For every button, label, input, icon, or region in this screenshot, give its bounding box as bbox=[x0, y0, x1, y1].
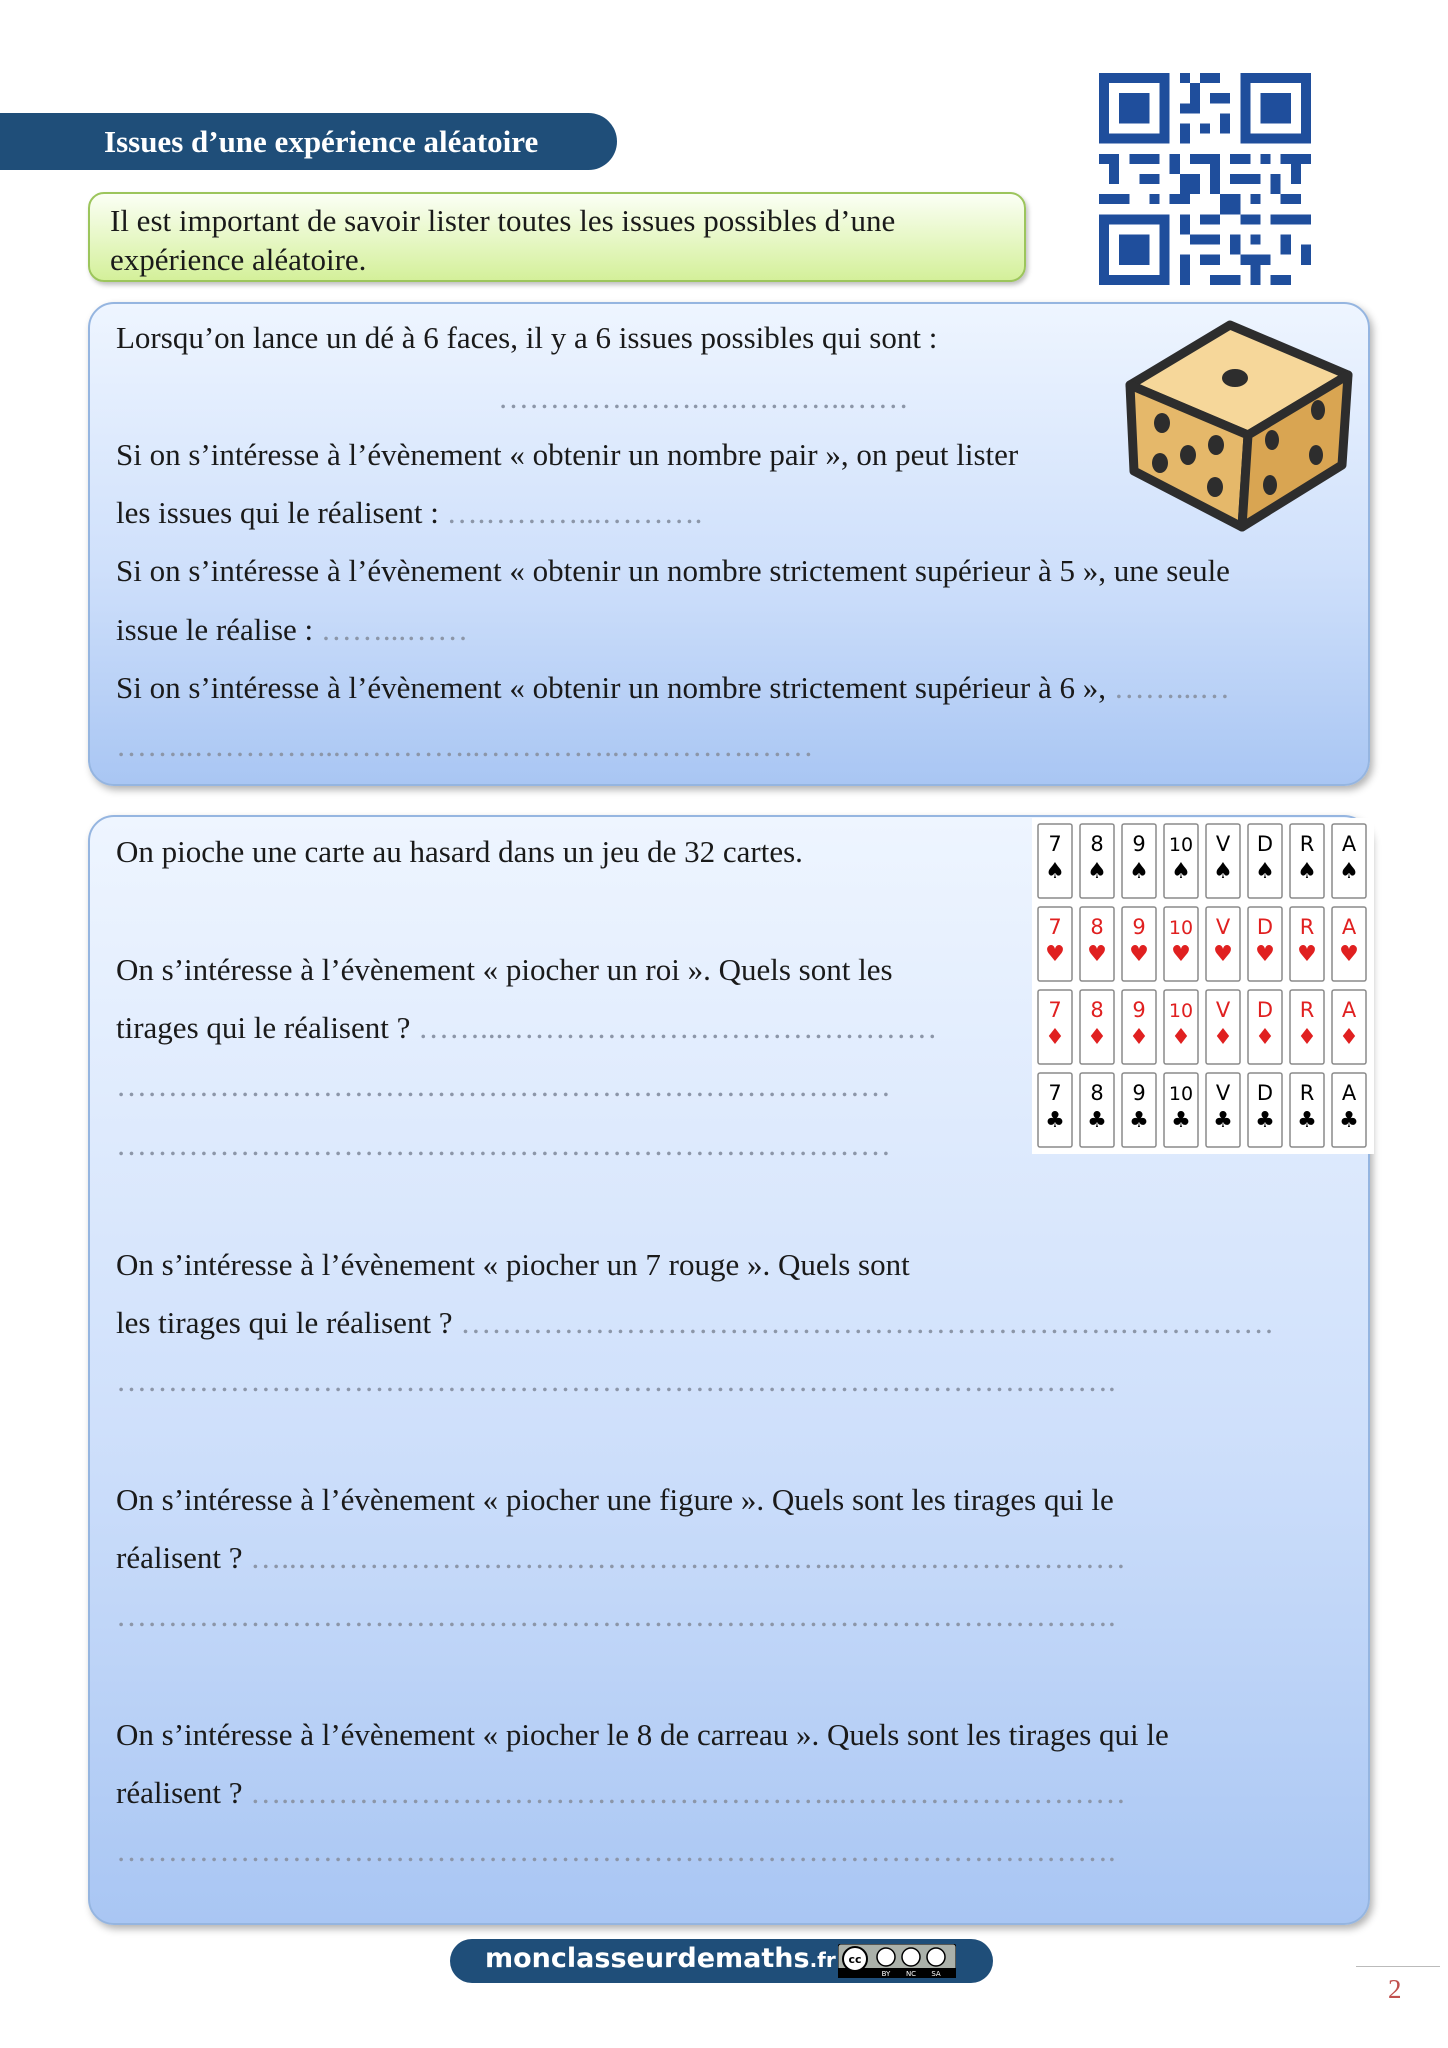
question-3-blank-2[interactable]: ……………………………………………………………………………………. bbox=[116, 1598, 1116, 1633]
dice-line-7 bbox=[116, 670, 1230, 706]
card-suit-icon: ♦ bbox=[1297, 1025, 1317, 1050]
intro-line-2: expérience aléatoire. bbox=[110, 242, 367, 277]
dice-line-7-text: Si on s’intéresse à l’évènement « obtenir un nombre strictement supérieur à 6 », bbox=[116, 670, 1106, 705]
playing-card bbox=[1247, 1072, 1283, 1148]
card-rank: 7 bbox=[1048, 1081, 1062, 1105]
playing-card bbox=[1079, 989, 1115, 1065]
svg-text:cc: cc bbox=[848, 1953, 862, 1966]
card-rank: 10 bbox=[1168, 917, 1194, 939]
card-rank: A bbox=[1341, 832, 1357, 856]
card-suit-icon: ♥ bbox=[1129, 942, 1149, 967]
card-suit-icon: ♣ bbox=[1255, 1108, 1275, 1133]
card-suit-icon: ♦ bbox=[1129, 1025, 1149, 1050]
playing-card bbox=[1079, 823, 1115, 899]
card-suit-icon: ♦ bbox=[1213, 1025, 1233, 1050]
card-rank: A bbox=[1341, 1081, 1357, 1105]
card-rank: V bbox=[1215, 1081, 1231, 1105]
card-suit-icon: ♠ bbox=[1213, 859, 1233, 884]
card-suit-icon: ♠ bbox=[1129, 859, 1149, 884]
question-4-blank-2[interactable]: ……………………………………………………………………………………. bbox=[116, 1833, 1116, 1868]
playing-card bbox=[1331, 906, 1367, 982]
question-3-line-2-text: réalisent ? bbox=[116, 1540, 243, 1575]
playing-card bbox=[1079, 1072, 1115, 1148]
question-1-blank-1[interactable]: ……...…………………………………… bbox=[418, 1010, 938, 1045]
playing-card bbox=[1289, 823, 1325, 899]
question-2-blank-1[interactable]: ……………………………………………………….…………… bbox=[460, 1305, 1275, 1340]
card-rank: V bbox=[1215, 998, 1231, 1022]
intro-line-1: Il est important de savoir lister toutes les issues possibles d’une bbox=[110, 203, 896, 238]
card-suit-icon: ♦ bbox=[1255, 1025, 1275, 1050]
question-4-blank-1[interactable]: …..……………………………………………...……………………… bbox=[250, 1775, 1127, 1810]
card-rank: R bbox=[1299, 998, 1315, 1022]
card-rank: 10 bbox=[1168, 1083, 1194, 1105]
page-number-rule bbox=[1356, 1966, 1440, 1967]
playing-card bbox=[1163, 989, 1199, 1065]
card-suit-icon: ♠ bbox=[1171, 859, 1191, 884]
footer-site-tld: .fr bbox=[809, 1948, 836, 1972]
card-rank: D bbox=[1256, 1081, 1274, 1105]
card-rank: 8 bbox=[1090, 915, 1104, 939]
card-rank: 9 bbox=[1132, 915, 1146, 939]
card-rank: 7 bbox=[1048, 998, 1062, 1022]
card-suit-icon: ♣ bbox=[1129, 1108, 1149, 1133]
card-rank: V bbox=[1215, 832, 1231, 856]
footer-site-link[interactable] bbox=[485, 1943, 836, 1974]
card-rank: R bbox=[1299, 915, 1315, 939]
card-suit-icon: ♠ bbox=[1087, 859, 1107, 884]
footer-site-name: monclasseurdemaths bbox=[485, 1943, 810, 1974]
playing-card bbox=[1289, 1072, 1325, 1148]
playing-card bbox=[1205, 906, 1241, 982]
playing-card bbox=[1289, 906, 1325, 982]
question-3-line-1: On s’intéresse à l’évènement « piocher une figure ». Quels sont les tirages qui le bbox=[116, 1482, 1114, 1517]
question-1-blank-2[interactable]: ………………………………………………………………… bbox=[116, 1068, 891, 1103]
card-suit-icon: ♣ bbox=[1213, 1108, 1233, 1133]
playing-card bbox=[1205, 989, 1241, 1065]
playing-card bbox=[1079, 906, 1115, 982]
page-title: Issues d’une expérience aléatoire bbox=[0, 113, 617, 170]
card-suit-icon: ♥ bbox=[1087, 942, 1107, 967]
card-suit-icon: ♣ bbox=[1045, 1108, 1065, 1133]
card-suit-icon: ♦ bbox=[1045, 1025, 1065, 1050]
page-number: 2 bbox=[1388, 1974, 1402, 2004]
card-suit-icon: ♠ bbox=[1255, 859, 1275, 884]
dice-icon bbox=[1120, 305, 1356, 533]
card-rank: 9 bbox=[1132, 832, 1146, 856]
card-suit-icon: ♦ bbox=[1171, 1025, 1191, 1050]
dice-answer-blank-3[interactable]: ……...…… bbox=[320, 612, 469, 647]
playing-card bbox=[1163, 823, 1199, 899]
question-2-blank-2[interactable]: ……………………………………………………………………………………. bbox=[116, 1363, 1116, 1398]
question-4-line-1: On s’intéresse à l’évènement « piocher le 8 de carreau ». Quels sont les tirages qui le bbox=[116, 1717, 1169, 1752]
card-rank: 10 bbox=[1168, 834, 1194, 856]
playing-card bbox=[1163, 906, 1199, 982]
playing-card bbox=[1121, 906, 1157, 982]
card-deck-grid bbox=[1032, 818, 1374, 1154]
intro-callout bbox=[88, 192, 1026, 282]
playing-card bbox=[1121, 989, 1157, 1065]
card-suit-icon: ♥ bbox=[1213, 942, 1233, 967]
card-suit-icon: ♣ bbox=[1339, 1108, 1359, 1133]
playing-card bbox=[1289, 989, 1325, 1065]
card-suit-icon: ♠ bbox=[1297, 859, 1317, 884]
card-rank: D bbox=[1256, 915, 1274, 939]
card-rank: 7 bbox=[1048, 832, 1062, 856]
card-suit-icon: ♥ bbox=[1297, 942, 1317, 967]
card-rank: A bbox=[1341, 998, 1357, 1022]
playing-card bbox=[1247, 906, 1283, 982]
card-rank: D bbox=[1256, 998, 1274, 1022]
playing-card bbox=[1331, 1072, 1367, 1148]
card-suit-icon: ♠ bbox=[1339, 859, 1359, 884]
playing-card bbox=[1037, 823, 1073, 899]
cards-intro: On pioche une carte au hasard dans un jeu de 32 cartes. bbox=[116, 834, 803, 869]
playing-card bbox=[1247, 823, 1283, 899]
question-3-line-2 bbox=[116, 1540, 1126, 1576]
playing-card bbox=[1331, 989, 1367, 1065]
playing-card bbox=[1037, 1072, 1073, 1148]
dice-line-6 bbox=[116, 612, 468, 648]
cc-by-label: BY bbox=[881, 1970, 891, 1978]
card-rank: A bbox=[1341, 915, 1357, 939]
question-1-blank-3[interactable]: ………………………………………………………………… bbox=[116, 1127, 891, 1162]
playing-card bbox=[1205, 1072, 1241, 1148]
dice-line-1: Lorsqu’on lance un dé à 6 faces, il y a 6 issues possibles qui sont : bbox=[116, 320, 938, 355]
question-4-line-2 bbox=[116, 1775, 1126, 1811]
card-suit-icon: ♣ bbox=[1171, 1108, 1191, 1133]
question-1-line-2-text: tirages qui le réalisent ? bbox=[116, 1010, 411, 1045]
card-rank: 8 bbox=[1090, 1081, 1104, 1105]
dice-line-6-text: issue le réalise : bbox=[116, 612, 314, 647]
card-suit-icon: ♥ bbox=[1045, 942, 1065, 967]
dice-answer-blank-1[interactable]: ………….…….….………..…… bbox=[498, 380, 909, 415]
question-2-line-1: On s’intéresse à l’évènement « piocher un 7 rouge ». Quels sont bbox=[116, 1247, 910, 1282]
card-rank: 8 bbox=[1090, 832, 1104, 856]
question-2-line-2 bbox=[116, 1305, 1274, 1341]
card-rank: 9 bbox=[1132, 998, 1146, 1022]
dice-line-4-text: les issues qui le réalisent : bbox=[116, 495, 439, 530]
question-1-line-2 bbox=[116, 1010, 937, 1046]
playing-card bbox=[1205, 823, 1241, 899]
footer-banner bbox=[450, 1939, 993, 1983]
card-rank: 9 bbox=[1132, 1081, 1146, 1105]
dice-answer-blank-5[interactable]: ……..…………...…………..…………..………….…… bbox=[116, 728, 814, 763]
playing-card bbox=[1331, 823, 1367, 899]
question-4-line-2-text: réalisent ? bbox=[116, 1775, 243, 1810]
playing-card bbox=[1037, 906, 1073, 982]
card-suit-icon: ♣ bbox=[1087, 1108, 1107, 1133]
card-rank: R bbox=[1299, 1081, 1315, 1105]
card-suit-icon: ♦ bbox=[1087, 1025, 1107, 1050]
cc-nc-label: NC bbox=[905, 1970, 917, 1978]
dice-line-5: Si on s’intéresse à l’évènement « obtenir un nombre strictement supérieur à 5 », une seule bbox=[116, 553, 1230, 588]
card-suit-icon: ♠ bbox=[1045, 859, 1065, 884]
card-rank: V bbox=[1215, 915, 1231, 939]
card-rank: 7 bbox=[1048, 915, 1062, 939]
dice-line-4 bbox=[116, 495, 702, 531]
card-suit-icon: ♣ bbox=[1297, 1108, 1317, 1133]
playing-card bbox=[1247, 989, 1283, 1065]
cc-by-nc-sa-icon bbox=[838, 1944, 956, 1978]
playing-card bbox=[1121, 1072, 1157, 1148]
card-suit-icon: ♥ bbox=[1255, 942, 1275, 967]
playing-card bbox=[1037, 989, 1073, 1065]
card-suit-icon: ♥ bbox=[1339, 942, 1359, 967]
playing-card bbox=[1121, 823, 1157, 899]
card-rank: 10 bbox=[1168, 1000, 1194, 1022]
card-suit-icon: ♦ bbox=[1339, 1025, 1359, 1050]
question-3-blank-1[interactable]: …..……………………………………………...……………………… bbox=[250, 1540, 1127, 1575]
question-1-line-1: On s’intéresse à l’évènement « piocher un roi ». Quels sont les bbox=[116, 952, 893, 987]
dice-line-3: Si on s’intéresse à l’évènement « obtenir un nombre pair », on peut lister bbox=[116, 437, 1019, 472]
playing-card bbox=[1163, 1072, 1199, 1148]
card-rank: D bbox=[1256, 832, 1274, 856]
card-rank: 8 bbox=[1090, 998, 1104, 1022]
dice-answer-blank-2[interactable]: ….………...………. bbox=[446, 495, 703, 530]
card-rank: R bbox=[1299, 832, 1315, 856]
dice-answer-blank-4[interactable]: ……...… bbox=[1113, 670, 1230, 705]
qr-code-icon[interactable] bbox=[1099, 73, 1311, 285]
question-2-line-2-text: les tirages qui le réalisent ? bbox=[116, 1305, 453, 1340]
cc-sa-label: SA bbox=[931, 1970, 941, 1978]
card-suit-icon: ♥ bbox=[1171, 942, 1191, 967]
